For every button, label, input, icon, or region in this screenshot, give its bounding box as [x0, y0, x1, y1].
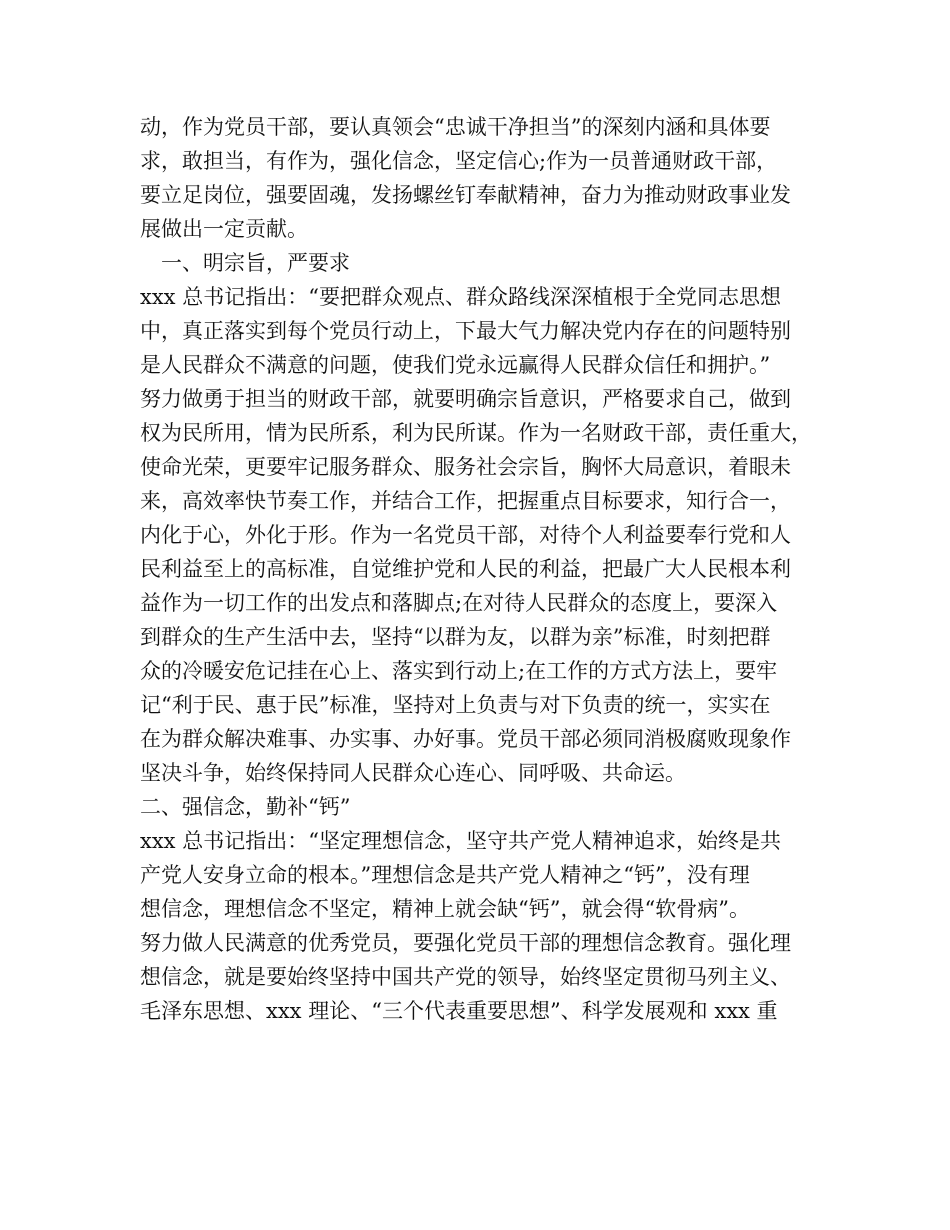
text-line: 使命光荣，更要牢记服务群众、服务社会宗旨，胸怀大局意识，着眼未	[140, 455, 791, 479]
text-line: 记“利于民、惠于民”标准，坚持对上负责与对下负责的统一，实实在	[140, 693, 771, 717]
text-line: 在为群众解决难事、办实事、办好事。党员干部必须同消极腐败现象作	[140, 727, 791, 751]
text-line: 来，高效率快节奏工作，并结合工作，把握重点目标要求，知行合一，	[140, 489, 791, 513]
text-line: 权为民所用，情为民所系，利为民所谋。作为一名财政干部，责任重大，	[140, 421, 812, 445]
text-line: 展做出一定贡献。	[140, 217, 308, 241]
text-line: 求，敢担当，有作为，强化信念，坚定信心;作为一员普通财政干部，	[140, 149, 778, 173]
section-heading-1: 一、明宗旨，严要求	[161, 251, 350, 275]
text-line: 想信念，理想信念不坚定，精神上就会缺“钙”，就会得“软骨病”。	[140, 897, 750, 921]
text-line: 努力做人民满意的优秀党员，要强化党员干部的理想信念教育。强化理	[140, 931, 791, 955]
text-line: 中，真正落实到每个党员行动上，下最大气力解决党内存在的问题特别	[140, 319, 791, 343]
text-line: 坚决斗争，始终保持同人民群众心连心、同呼吸、共命运。	[140, 761, 686, 785]
text-line: 努力做勇于担当的财政干部，就要明确宗旨意识，严格要求自己，做到	[140, 387, 791, 411]
text-line: 众的冷暖安危记挂在心上、落实到行动上;在工作的方式方法上，要牢	[140, 659, 778, 683]
text-line: 民利益至上的高标准，自觉维护党和人民的利益，把最广大人民根本利	[140, 557, 791, 581]
text-line: 产党人安身立命的根本。”理想信念是共产党人精神之“钙”，没有理	[140, 863, 750, 887]
text-line: 益作为一切工作的出发点和落脚点;在对待人民群众的态度上，要深入	[140, 591, 778, 615]
document-body	[140, 110, 830, 1028]
text-line: 想信念，就是要始终坚持中国共产党的领导，始终坚定贯彻马列主义、	[140, 965, 791, 989]
text-line: 要立足岗位，强要固魂，发扬螺丝钉奉献精神，奋力为推动财政事业发	[140, 183, 791, 207]
text-line: 是人民群众不满意的问题，使我们党永远赢得人民群众信任和拥护。”	[140, 353, 771, 377]
text-line: xxx 总书记指出：“要把群众观点、群众路线深深植根于全党同志思想	[140, 285, 781, 309]
text-line: 内化于心，外化于形。作为一名党员干部，对待个人利益要奉行党和人	[140, 523, 791, 547]
text-line: xxx 总书记指出：“坚定理想信念，坚守共产党人精神追求，始终是共	[140, 829, 781, 853]
text-line: 毛泽东思想、xxx 理论、“三个代表重要思想”、科学发展观和 xxx 重	[140, 999, 778, 1023]
section-heading-2: 二、强信念，勤补“钙”	[140, 795, 351, 819]
text-line: 到群众的生产生活中去，坚持“以群为友，以群为亲”标准，时刻把群	[140, 625, 771, 649]
text-line: 动，作为党员干部，要认真领会“忠诚干净担当”的深刻内涵和具体要	[140, 115, 771, 139]
